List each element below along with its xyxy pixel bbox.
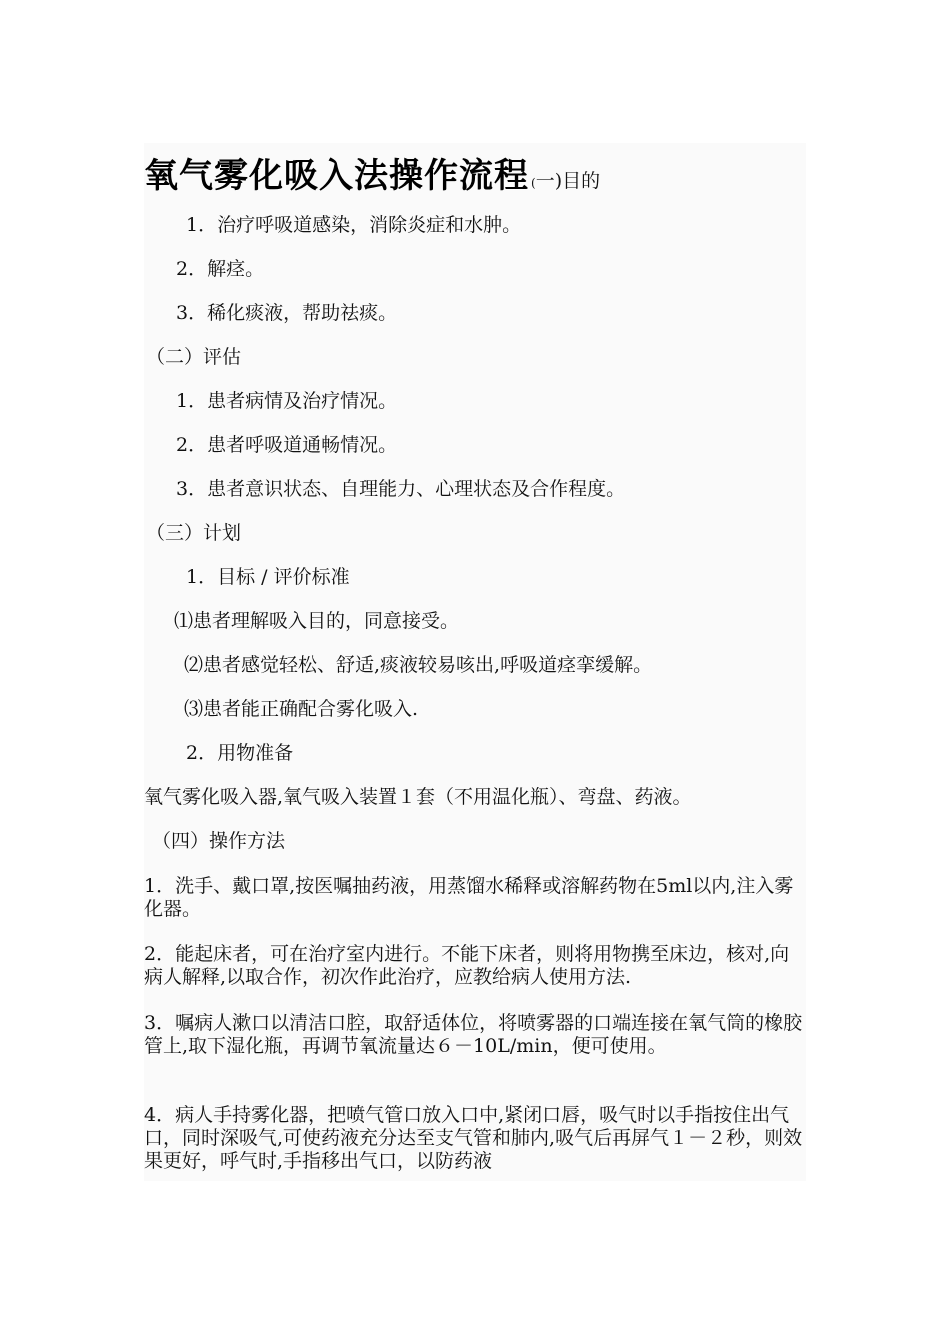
- procedure-step-2: 2．能起床者，可在治疗室内进行。不能下床者，则将用物携至床边，核对,向病人解释,以取合作，初次作此治疗，应教给病人使用方法.: [144, 943, 790, 988]
- purpose-item-2: 2．解痉。: [176, 258, 265, 280]
- purpose-item-3: 3．稀化痰液，帮助祛痰。: [176, 302, 398, 324]
- assessment-item-2: 2．患者呼吸道通畅情况。: [176, 434, 398, 456]
- section-3-heading: （三）计划: [146, 522, 242, 544]
- section-1-heading-text: 一)目的: [535, 170, 601, 192]
- section-1-paren: (: [531, 176, 536, 190]
- goal-item-2: ⑵患者感觉轻松、舒适,痰液较易咳出,呼吸道痉挛缓解。: [184, 654, 653, 676]
- procedure-step-3: 3．嘱病人漱口以清洁口腔，取舒适体位，将喷雾器的口端连接在氧气筒的橡胶管上,取下湿化瓶，再调节氧流量达６－10L/min，便可使用。: [144, 1012, 803, 1057]
- procedure-step-1: 1．洗手、戴口罩,按医嘱抽药液，用蒸馏水稀释或溶解药物在5ml以内,注入雾化器。: [144, 875, 794, 920]
- purpose-item-1: 1．治疗呼吸道感染，消除炎症和水肿。: [186, 214, 522, 236]
- plan-item-1: 1．目标 / 评价标准: [186, 566, 350, 588]
- goal-item-1: ⑴患者理解吸入目的，同意接受。: [174, 610, 460, 632]
- document-title: 氧气雾化吸入法操作流程: [144, 156, 529, 196]
- assessment-item-1: 1．患者病情及治疗情况。: [176, 390, 398, 412]
- assessment-item-3: 3．患者意识状态、自理能力、心理状态及合作程度。: [176, 478, 626, 500]
- procedure-step-4: 4．病人手持雾化器，把喷气管口放入口中,紧闭口唇，吸气时以手指按住出气口，同时深吸气,可使药液充分达至支气管和肺内,吸气后再屏气１－２秒，则效果更好，呼气时,手指移出气口，以防药液: [144, 1104, 803, 1172]
- section-2-heading: （二）评估: [146, 346, 242, 368]
- document-content: [144, 143, 806, 1181]
- plan-item-2: 2．用物准备: [186, 742, 294, 764]
- supplies-text: 氧气雾化吸入器,氧气吸入装置１套（不用温化瓶）、弯盘、药液。: [144, 786, 692, 808]
- goal-item-3: ⑶患者能正确配合雾化吸入.: [184, 698, 419, 720]
- section-1-heading: [531, 170, 600, 192]
- section-4-heading: （四）操作方法: [152, 830, 286, 852]
- title-row: [144, 148, 600, 197]
